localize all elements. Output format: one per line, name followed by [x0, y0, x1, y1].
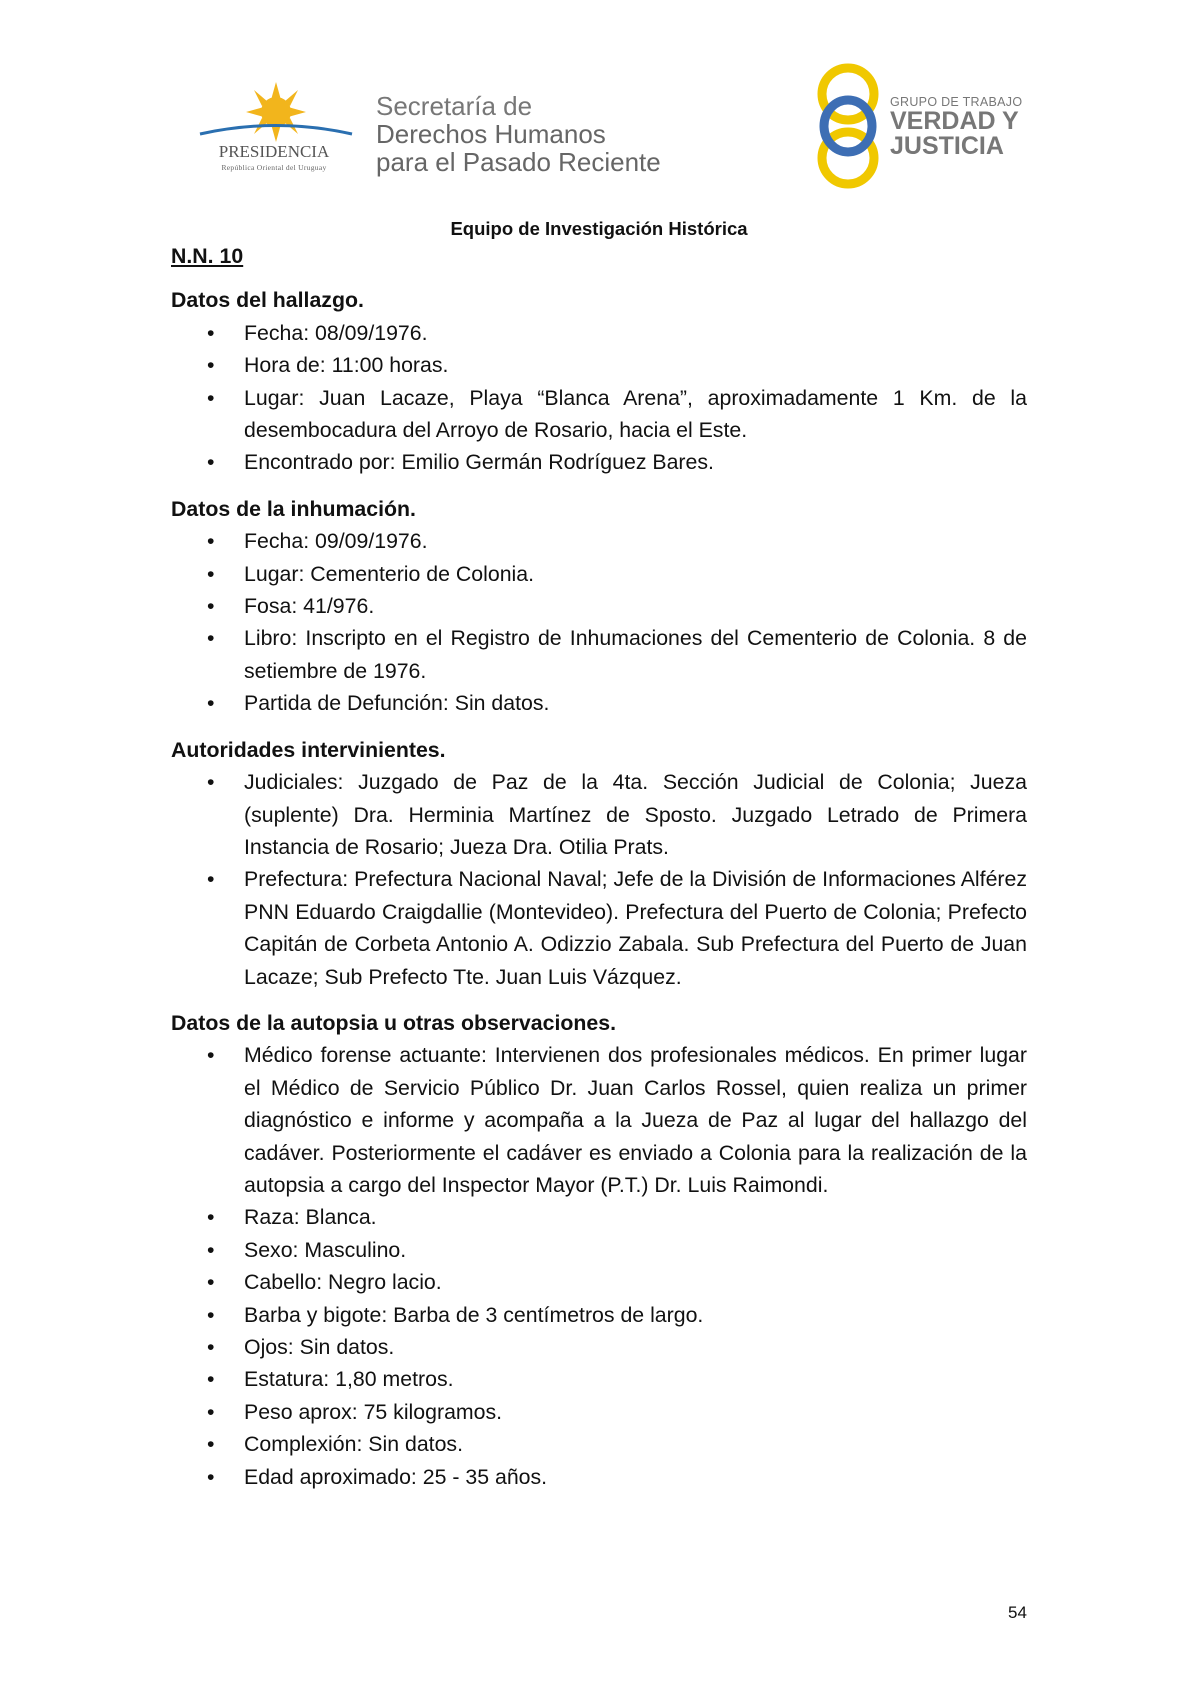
list-item: • Edad aproximado: 25 - 35 años.	[171, 1461, 1027, 1493]
list-item: • Lugar: Cementerio de Colonia.	[171, 558, 1027, 590]
secretaria-line: Secretaría de	[376, 91, 533, 121]
section-heading: Datos del hallazgo.	[171, 288, 364, 313]
list-item: • Sexo: Masculino.	[171, 1234, 1027, 1266]
grupo-small: GRUPO DE TRABAJO	[890, 95, 1023, 109]
list-item: • Ojos: Sin datos.	[171, 1331, 1027, 1363]
list-item: • Fosa: 41/976.	[171, 590, 1027, 622]
list-item: • Médico forense actuante: Intervienen dos profesionales médicos. En primer lugar el Médico de Servicio Público Dr. Juan Carlos Rossel, quien realiza un primer diagnóstico e informe y acompaña a la Jueza de Paz al lugar del hallazgo del cadáver. Posteriormente el cadáver es enviado a Colonia para la realización de la autopsia a cargo del Inspector Mayor (P.T.) Dr. Luis Raimondi.	[171, 1039, 1027, 1201]
list-item: • Barba y bigote: Barba de 3 centímetros de largo.	[171, 1299, 1027, 1331]
grupo-trabajo-logo-text	[890, 95, 1022, 159]
grupo-big: VERDAD Y	[890, 107, 1019, 135]
list-item: • Cabello: Negro lacio.	[171, 1266, 1027, 1298]
section-heading: Datos de la inhumación.	[171, 496, 416, 521]
list-item: • Libro: Inscripto en el Registro de Inhumaciones del Cementerio de Colonia. 8 de setiembre de 1976.	[171, 622, 1027, 687]
section-list	[171, 1039, 1027, 1493]
section-list	[171, 766, 1027, 993]
presidencia-label: PRESIDENCIA	[218, 142, 330, 161]
list-item: • Prefectura: Prefectura Nacional Naval; Jefe de la División de Informaciones Alférez PNN Eduardo Craigdallie (Montevideo). Prefectura del Puerto de Colonia; Prefecto Capitán de Corbeta Antonio A. Odizzio Zabala. Sub Prefectura del Puerto de Juan Lacaze; Sub Prefecto Tte. Juan Luis Vázquez.	[171, 863, 1027, 993]
list-item: • Partida de Defunción: Sin datos.	[171, 687, 1027, 719]
list-item: • Encontrado por: Emilio Germán Rodríguez Bares.	[171, 446, 1027, 478]
page-number: 54	[1008, 1603, 1027, 1622]
list-item: • Judiciales: Juzgado de Paz de la 4ta. Sección Judicial de Colonia; Jueza (suplente) Dra. Herminia Martínez de Sposto. Juzgado Letrado de Primera Instancia de Rosario; Jueza Dra. Otilia Prats.	[171, 766, 1027, 863]
section-list	[171, 317, 1027, 479]
list-item: • Raza: Blanca.	[171, 1201, 1027, 1233]
section-list	[171, 525, 1027, 719]
list-item: • Hora de: 11:00 horas.	[171, 349, 1027, 381]
verdad-justicia-rings-logo	[812, 62, 892, 190]
list-item: • Estatura: 1,80 metros.	[171, 1363, 1027, 1395]
list-item: • Complexión: Sin datos.	[171, 1428, 1027, 1460]
document-body	[171, 240, 1027, 1493]
list-item: • Lugar: Juan Lacaze, Playa “Blanca Arena”, aproximadamente 1 Km. de la desembocadura del Arroyo de Rosario, hacia el Este.	[171, 382, 1027, 447]
section-heading: Autoridades intervinientes.	[171, 737, 446, 762]
presidencia-sub: República Oriental del Uruguay	[221, 163, 327, 172]
list-item: • Fecha: 08/09/1976.	[171, 317, 1027, 349]
secretaria-line: para el Pasado Reciente	[376, 147, 661, 177]
grupo-big: JUSTICIA	[890, 132, 1004, 160]
list-item: • Fecha: 09/09/1976.	[171, 525, 1027, 557]
document-title: N.N. 10	[171, 244, 244, 268]
list-item: • Peso aprox: 75 kilogramos.	[171, 1396, 1027, 1428]
team-heading: Equipo de Investigación Histórica	[450, 218, 748, 239]
secretaria-line: Derechos Humanos	[376, 119, 606, 149]
section-heading: Datos de la autopsia u otras observaciones.	[171, 1010, 617, 1035]
secretaria-logo-text	[376, 92, 661, 176]
